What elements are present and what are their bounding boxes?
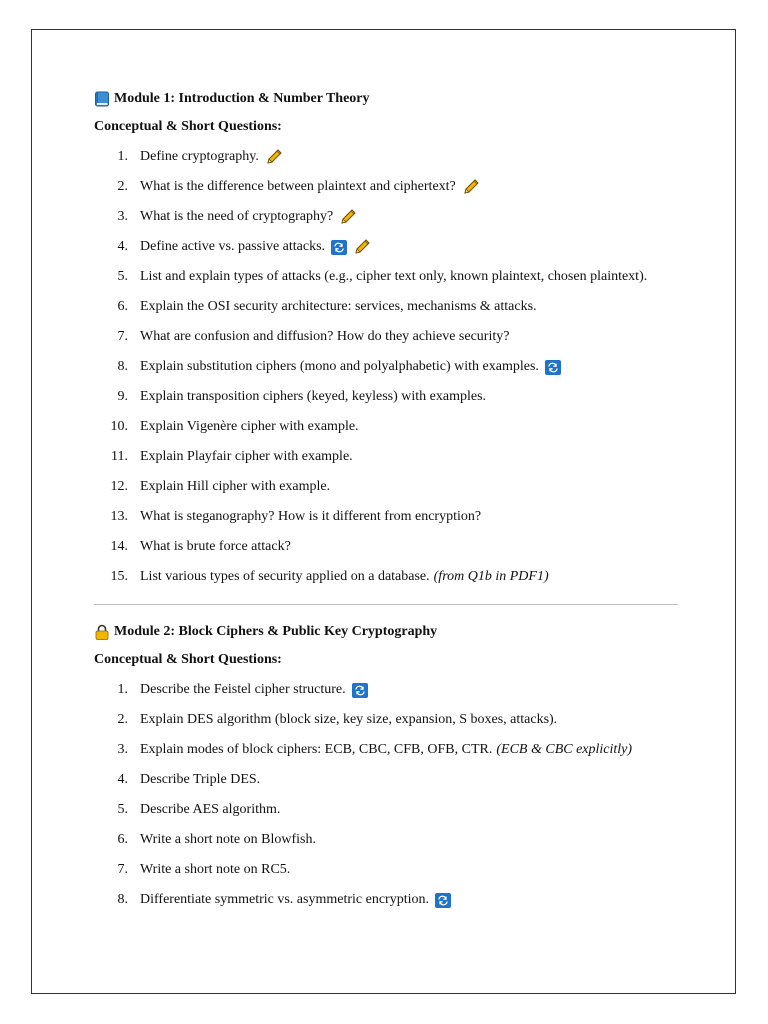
module-1-title <box>94 88 678 110</box>
question-text: What are confusion and diffusion? How do they achieve security? <box>140 329 510 344</box>
question-item <box>94 202 678 232</box>
question-text: Explain modes of block ciphers: ECB, CBC, CFB, OFB, CTR. <box>140 742 493 757</box>
repeat-icon <box>435 893 451 908</box>
module-2-title-text: Module 2: Block Ciphers & Public Key Cryptography <box>114 624 438 639</box>
module-2-title <box>94 621 678 643</box>
question-item <box>94 382 678 412</box>
question-number: 5. <box>117 802 128 817</box>
repeat-icon <box>545 360 561 375</box>
question-number: 11. <box>111 449 128 464</box>
question-text: List and explain types of attacks (e.g., cipher text only, known plaintext, chosen plaintext). <box>140 269 648 284</box>
question-number: 4. <box>117 239 128 254</box>
question-item <box>94 502 678 532</box>
question-text: Write a short note on Blowfish. <box>140 832 316 847</box>
question-item <box>94 765 678 795</box>
question-item <box>94 795 678 825</box>
module-1 <box>94 88 678 592</box>
question-item <box>94 232 678 262</box>
question-text: Explain transposition ciphers (keyed, keyless) with examples. <box>140 389 487 404</box>
pencil-icon <box>462 178 480 196</box>
question-text: Describe AES algorithm. <box>140 802 281 817</box>
repeat-icon <box>331 240 347 255</box>
question-text: What is the difference between plaintext and ciphertext? <box>140 179 456 194</box>
question-item <box>94 735 678 765</box>
repeat-icon <box>352 683 368 698</box>
question-text: List various types of security applied on a database. <box>140 569 430 584</box>
question-number: 13. <box>110 509 128 524</box>
question-number: 3. <box>117 209 128 224</box>
question-note: (ECB & CBC explicitly) <box>496 742 633 757</box>
question-number: 5. <box>117 269 128 284</box>
question-number: 6. <box>117 832 128 847</box>
question-item <box>94 172 678 202</box>
question-number: 2. <box>117 179 128 194</box>
question-text: Describe the Feistel cipher structure. <box>140 682 346 697</box>
question-number: 1. <box>117 682 128 697</box>
module-2-section-heading: Conceptual & Short Questions: <box>94 652 282 667</box>
question-text: Define active vs. passive attacks. <box>140 239 326 254</box>
question-item <box>94 885 678 915</box>
question-number: 6. <box>117 299 128 314</box>
question-text: What is brute force attack? <box>140 539 291 554</box>
blue-book-icon <box>94 91 110 107</box>
question-text: Explain the OSI security architecture: services, mechanisms & attacks. <box>140 299 537 314</box>
question-number: 1. <box>117 149 128 164</box>
question-item <box>94 472 678 502</box>
question-text: Explain DES algorithm (block size, key size, expansion, S boxes, attacks). <box>140 712 558 727</box>
question-number: 12. <box>110 479 128 494</box>
question-number: 3. <box>117 742 128 757</box>
question-text: Explain substitution ciphers (mono and polyalphabetic) with examples. <box>140 359 539 374</box>
question-text: Define cryptography. <box>140 149 259 164</box>
question-text: Explain Playfair cipher with example. <box>140 449 353 464</box>
question-number: 8. <box>117 359 128 374</box>
module-2 <box>94 621 678 915</box>
question-text: What is the need of cryptography? <box>140 209 334 224</box>
question-text: What is steganography? How is it different from encryption? <box>140 509 482 524</box>
question-text: Explain Vigenère cipher with example. <box>140 419 359 434</box>
question-item <box>94 352 678 382</box>
question-number: 2. <box>117 712 128 727</box>
question-item <box>94 292 678 322</box>
question-item <box>94 142 678 172</box>
document-page <box>31 29 736 994</box>
question-text: Write a short note on RC5. <box>140 862 291 877</box>
question-number: 15. <box>110 569 128 584</box>
module-1-question-list <box>94 142 678 592</box>
lock-icon <box>94 624 110 640</box>
module-1-section-heading: Conceptual & Short Questions: <box>94 119 282 134</box>
question-note: (from Q1b in PDF1) <box>433 569 549 584</box>
pencil-icon <box>339 208 357 226</box>
question-number: 8. <box>117 892 128 907</box>
question-number: 14. <box>110 539 128 554</box>
document-content <box>94 88 678 915</box>
question-item <box>94 262 678 292</box>
question-item <box>94 442 678 472</box>
question-item <box>94 412 678 442</box>
module-2-question-list <box>94 675 678 915</box>
question-text: Describe Triple DES. <box>140 772 261 787</box>
question-text: Explain Hill cipher with example. <box>140 479 331 494</box>
question-number: 4. <box>117 772 128 787</box>
question-number: 10. <box>110 419 128 434</box>
pencil-icon <box>353 238 371 256</box>
question-item <box>94 855 678 885</box>
module-1-title-text: Module 1: Introduction & Number Theory <box>114 91 370 106</box>
question-item <box>94 532 678 562</box>
question-number: 9. <box>117 389 128 404</box>
module-divider <box>94 604 678 605</box>
question-number: 7. <box>117 862 128 877</box>
question-item <box>94 322 678 352</box>
question-text: Differentiate symmetric vs. asymmetric encryption. <box>140 892 429 907</box>
question-item <box>94 562 678 592</box>
question-item <box>94 825 678 855</box>
question-item <box>94 675 678 705</box>
question-item <box>94 705 678 735</box>
question-number: 7. <box>117 329 128 344</box>
pencil-icon <box>265 148 283 166</box>
